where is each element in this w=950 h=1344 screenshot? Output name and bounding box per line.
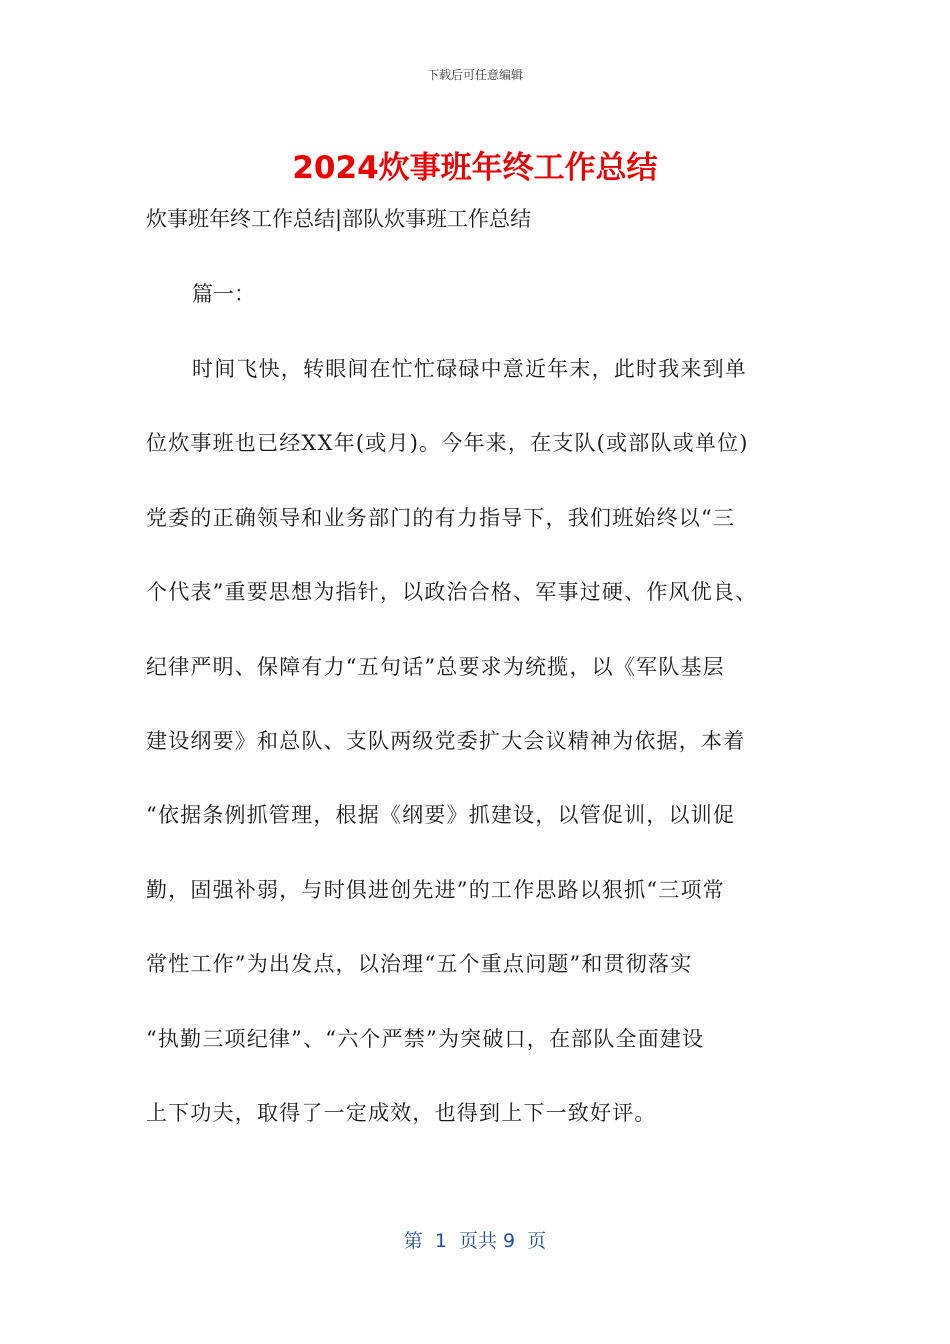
body-line: “执勤三项纪律”、“六个严禁”为突破口，在部队全面建设 [146,1026,705,1051]
header-note: 下载后可任意编辑 [426,68,523,82]
page-footer: 第 1 页共 9 页 [403,1230,547,1252]
body-line: “依据条例抓管理，根据《纲要》抓建设，以管促训，以训促 [146,803,736,828]
body-line: 时间飞快，转眼间在忙忙碌碌中意近年末，此时我来到单 [192,357,747,381]
body-line: 建设纲要》和总队、支队两级党委扩大会议精神为依据，本着 [146,728,746,753]
body-line: 勤，固强补弱，与时俱进创先进”的工作思路以狠抓“三项常 [146,877,725,902]
body-line: 纪律严明、保障有力“五句话”总要求为统揽，以《军队基层 [146,654,725,679]
document-title: 2024炊事班年终工作总结 [292,150,658,186]
body-line: 上下功夫，取得了一定成效，也得到上下一致好评。 [146,1100,657,1125]
body-line: 党委的正确领导和业务部门的有力指导下，我们班始终以“三 [146,505,736,530]
document-subtitle: 炊事班年终工作总结|部队炊事班工作总结 [146,207,532,231]
body-line: 个代表”重要思想为指针，以政治合格、军事过硬、作风优良、 [146,580,758,605]
section-label: 篇一： [192,282,255,306]
body-line: 位炊事班也已经XX年(或月)。今年来，在支队(或部队或单位) [146,431,749,456]
body-line: 常性工作”为出发点，以治理“五个重点问题”和贯彻落实 [146,952,693,977]
body-text [146,350,816,1168]
